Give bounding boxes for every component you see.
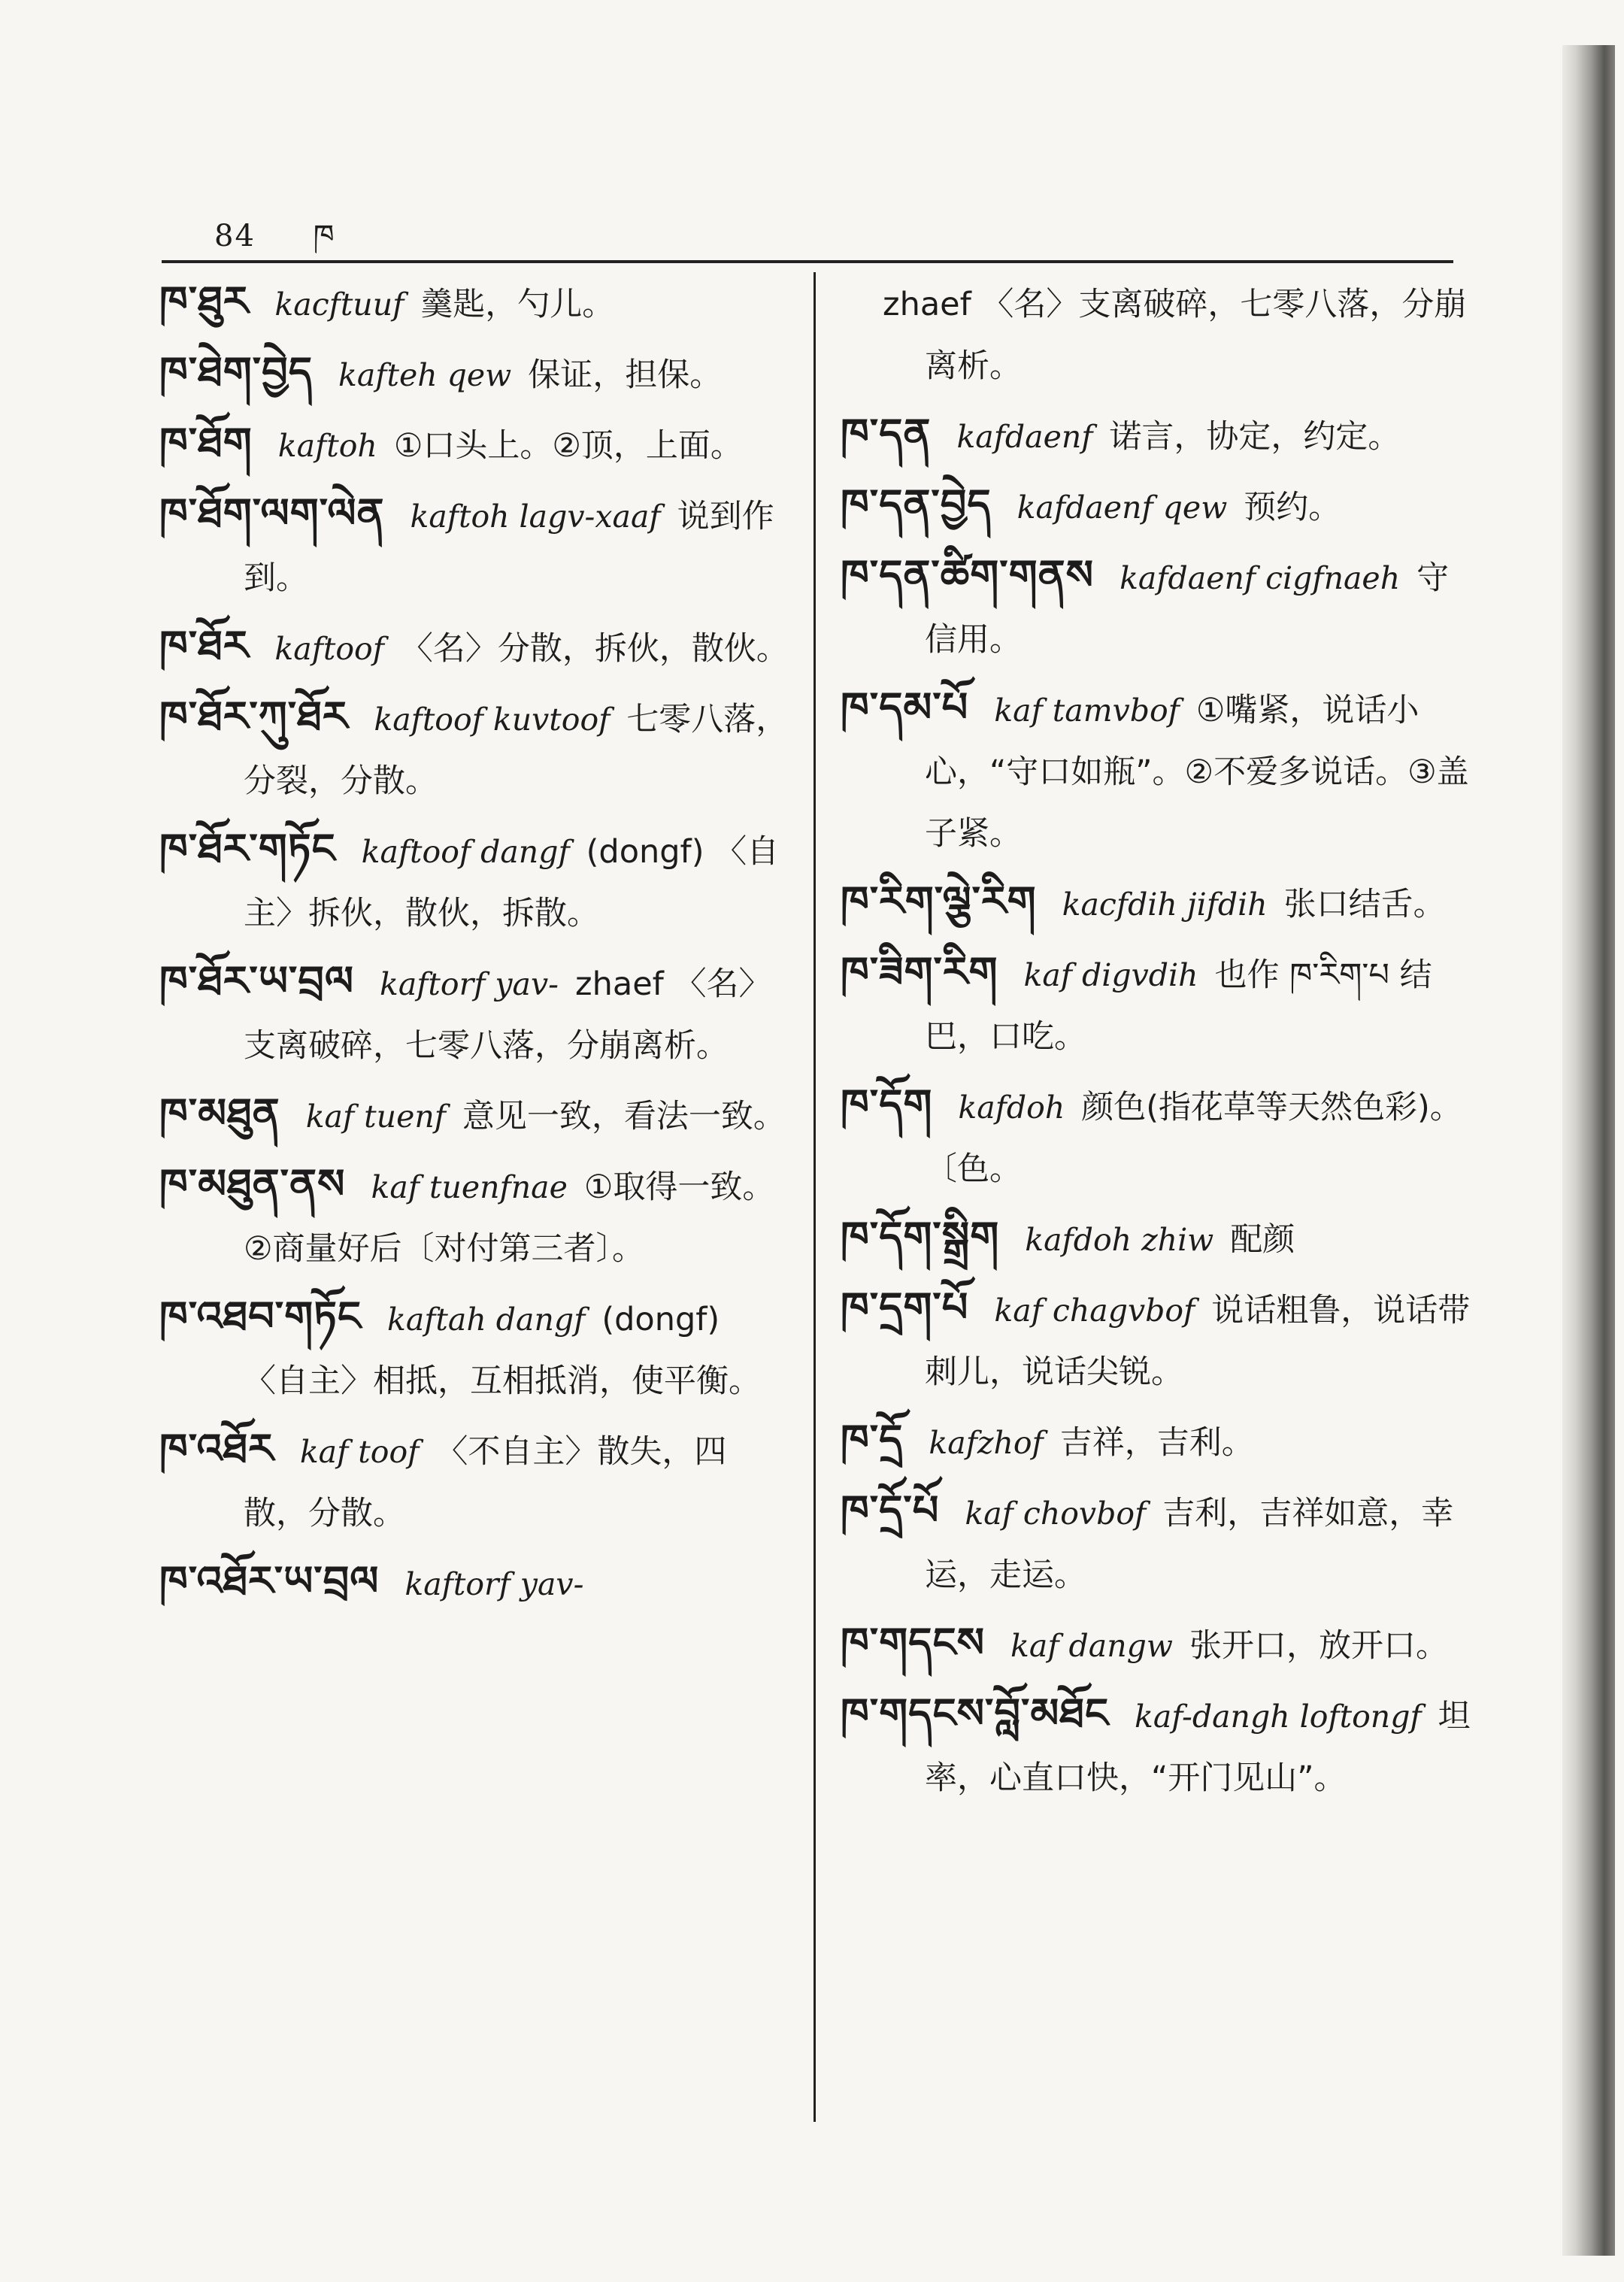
dictionary-entry [841, 1206, 1472, 1271]
tibetan-headword: ཁ་མཐུན་ནས [159, 1160, 346, 1208]
romanization: kaf chovbof [965, 1496, 1147, 1532]
tibetan-headword: ཁ་དན་བྱེད [841, 480, 992, 528]
dictionary-entry [841, 1683, 1472, 1809]
tibetan-headword: ཁ་དམ་པོ [841, 683, 969, 731]
definition: zhaef 〈名〉支离破碎，七零八落，分崩离析。 [244, 965, 771, 1065]
tibetan-headword: ཁ་འཐོར་ཡ་བྲལ [159, 1557, 380, 1605]
tibetan-headword: ཁ་དྲོ [841, 1416, 904, 1463]
dictionary-entry [841, 1277, 1472, 1403]
romanization: kafdoh zhiw [1025, 1222, 1214, 1258]
tibetan-headword: ཁ་འཐོར [159, 1425, 274, 1472]
romanization: kaftorf yav- [404, 1566, 584, 1602]
romanization: kaf chagvbof [994, 1293, 1195, 1329]
dictionary-entry [159, 818, 789, 944]
romanization: kaftoh [277, 428, 377, 464]
definition: 守信用。 [925, 559, 1450, 659]
tibetan-headword: ཁ་དོག་སྒྲིག [841, 1213, 1000, 1260]
romanization: kafdaenf [956, 419, 1093, 455]
definition: 张开口，放开口。 [1189, 1627, 1448, 1665]
tibetan-headword: ཁ་དན་ཚིག་གནས [841, 551, 1095, 599]
column-divider [814, 272, 816, 2122]
dictionary-entry [159, 271, 789, 335]
tibetan-headword: ཁ་ཐོར་ཡ་བྲལ [159, 957, 354, 1005]
dictionary-entry [841, 1074, 1472, 1200]
definition: ①取得一致。②商量好后〔对付第三者〕。 [244, 1168, 775, 1268]
tibetan-headword: ཁ་མཐུན [159, 1089, 280, 1137]
dictionary-entry [159, 483, 789, 609]
section-letter: ཁ [313, 219, 336, 253]
tibetan-headword: ཁ་ཐོར [159, 622, 250, 669]
tibetan-headword: ཁ་གདངས་བློ་མཐོང [841, 1690, 1110, 1737]
dictionary-entry [159, 686, 789, 812]
definition: ①嘴紧，说话小心，“守口如瓶”。②不爱多说话。③盖子紧。 [925, 692, 1469, 853]
romanization: kaf tuenfnae [371, 1169, 568, 1205]
dictionary-entry [841, 474, 1472, 538]
romanization: kaf-dangh loftongf [1135, 1699, 1422, 1735]
definition: 吉利，吉祥如意，幸运，走运。 [925, 1495, 1454, 1594]
definition: zhaef 〈名〉支离破碎，七零八落，分崩离析。 [883, 286, 1467, 385]
romanization: kacftuuf [274, 286, 404, 323]
tibetan-headword: ཁ་འཐབ་གཏོང [159, 1293, 362, 1340]
romanization: kaf dangw [1010, 1628, 1173, 1664]
romanization: kacfdih jifdih [1062, 886, 1268, 923]
tibetan-headword: ཁ་གདངས [841, 1619, 986, 1666]
tibetan-headword: ཁ་ཐུར [159, 277, 250, 325]
romanization: kafdoh [958, 1089, 1065, 1126]
definition: (dongf) 〈自主〉拆伙，散伙，拆散。 [244, 833, 780, 932]
dictionary-entry [841, 677, 1472, 865]
dictionary-entry [159, 615, 789, 680]
right-column [841, 271, 1472, 1815]
definition: 羹匙，勺儿。 [420, 286, 615, 323]
definition: 七零八落，分裂，分散。 [244, 701, 789, 800]
tibetan-headword: ཁ་རིག་ལྕེ་རིག [841, 877, 1037, 925]
dictionary-entry [841, 271, 1472, 397]
tibetan-headword: ཁ་ཐོག་ལག་ལེན [159, 489, 385, 537]
romanization: kaftoof kuvtoof [374, 702, 611, 738]
dictionary-entry [159, 1550, 789, 1615]
definition: 坦率，心直口快，“开门见山”。 [925, 1698, 1471, 1797]
definition: 〈不自主〉散失，四散，分散。 [244, 1433, 727, 1532]
dictionary-entry [841, 1480, 1472, 1606]
page-number: 84 [214, 219, 256, 253]
dictionary-entry [841, 1612, 1472, 1677]
left-column [159, 271, 789, 1621]
dictionary-entry [841, 871, 1472, 935]
definition: 〈名〉分散，拆伙，散伙。 [400, 630, 789, 668]
dictionary-entry [841, 1409, 1472, 1474]
tibetan-headword: ཁ་དྲག་པོ [841, 1283, 969, 1331]
romanization: kafteh qew [338, 357, 512, 393]
definition: 配颜 [1230, 1221, 1295, 1259]
tibetan-headword: ཁ་ཐེག་བྱེད [159, 348, 313, 395]
definition: (dongf) 〈自主〉相抵，互相抵消，使平衡。 [244, 1301, 761, 1400]
romanization: kaf toof [299, 1434, 420, 1470]
dictionary-entry [159, 1153, 789, 1280]
dictionary-entry [159, 341, 789, 406]
romanization: kaftah dangf [386, 1302, 586, 1338]
romanization: kaftoof dangf [361, 834, 570, 870]
definition: ①口头上。②顶，上面。 [393, 427, 743, 465]
romanization: kaftoof [274, 631, 384, 667]
romanization: kaftorf yav- [379, 966, 559, 1002]
book-binding-edge [1562, 45, 1615, 2256]
tibetan-headword: ཁ་དོག [841, 1080, 933, 1128]
dictionary-entry [159, 412, 789, 477]
definition: 张口结舌。 [1283, 886, 1446, 923]
romanization: kafdaenf cigfnaeh [1120, 560, 1401, 596]
definition: 说话粗鲁，说话带刺儿，说话尖锐。 [925, 1292, 1471, 1391]
definition: 吉祥，吉利。 [1059, 1424, 1254, 1462]
definition: 保证，担保。 [528, 356, 723, 394]
dictionary-entry [159, 1083, 789, 1147]
tibetan-headword: ཁ་དན [841, 410, 932, 457]
dictionary-entry [841, 544, 1472, 671]
romanization: kaftoh lagv-xaaf [410, 499, 661, 535]
dictionary-entry [159, 950, 789, 1077]
definition: 意见一致，看法一致。 [462, 1098, 786, 1135]
romanization: kaf tamvbof [994, 692, 1180, 729]
dictionary-entry [841, 941, 1472, 1068]
romanization: kaf digvdih [1023, 957, 1198, 993]
romanization: kafzhof [929, 1425, 1044, 1461]
tibetan-headword: ཁ་ཐོག [159, 419, 253, 466]
tibetan-headword: ཁ་དྲོ་པོ [841, 1486, 940, 1534]
definition: 诺言，协定，约定。 [1109, 418, 1401, 456]
dictionary-entry [159, 1418, 789, 1544]
tibetan-headword: ཁ་ཐོར་ཀུ་ཐོར [159, 692, 349, 740]
definition: 也作 ཁ་རིག་པ 结巴，口吃。 [925, 956, 1432, 1056]
header-rule [162, 260, 1453, 263]
definition: 颜色(指花草等天然色彩)。〔色。 [925, 1089, 1462, 1188]
tibetan-headword: ཁ་ཟིག་རིག [841, 948, 998, 996]
definition: 预约。 [1244, 489, 1341, 526]
definition: 说到作到。 [244, 498, 774, 597]
romanization: kaf tuenf [305, 1099, 446, 1135]
dictionary-entry [159, 1286, 789, 1412]
dictionary-entry [841, 403, 1472, 468]
tibetan-headword: ཁ་ཐོར་གཏོང [159, 825, 336, 872]
romanization: kafdaenf qew [1017, 489, 1228, 526]
